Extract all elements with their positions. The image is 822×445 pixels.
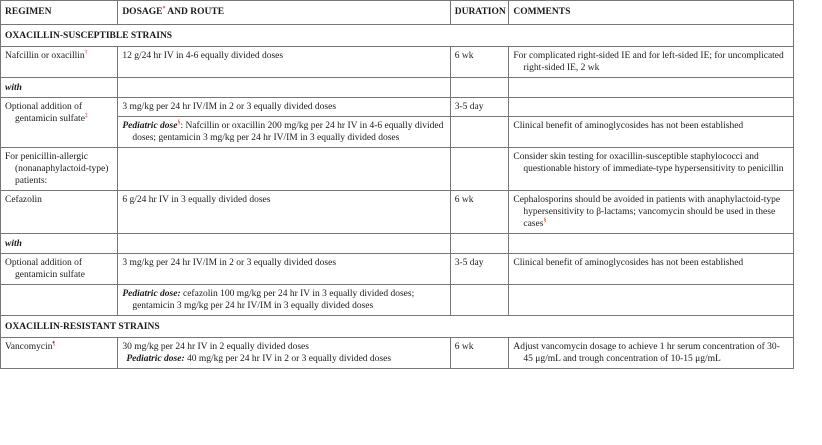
pediatric-1-dosage [118,117,450,148]
nafcillin-dosage: 12 g/24 hr IV in 4-6 equally divided doses [118,47,450,78]
table-row-vancomycin [1,338,794,369]
cefazolin-duration: 6 wk [450,191,509,234]
nafcillin-regimen [1,47,118,78]
header-regimen: REGIMEN [1,1,118,25]
with-row-1 [1,78,794,98]
pediatric-1-label: Pediatric dose [122,121,178,131]
with-label-1: with [1,78,118,98]
section-resistant-title: OXACILLIN-RESISTANT STRAINS [1,316,794,338]
pediatric-2-label: Pediatric dose: [122,289,181,299]
nafcillin-regimen-text: Nafcillin or oxacillin [5,51,85,61]
table-row-pediatric-1 [1,117,794,148]
with-empty-2d [509,234,794,254]
vancomycin-duration: 6 wk [450,338,509,369]
gentamicin-1-regimen-text: Optional addition of gentamicin sulfate [5,102,85,124]
vancomycin-regimen-text: Vancomycin [5,342,53,352]
vancomycin-pediatric-label: Pediatric dose: [126,354,185,364]
table-row-cefazolin [1,191,794,234]
pediatric-1-text: : Nafcillin or oxacillin 200 mg/kg per 24 hr IV in 4-6 equally divided doses; gentamicin 3 mg/kg per 24 hr IV/IM in 3 equally divided doses [132,121,444,143]
pediatric-1-footnote[interactable]: § [177,119,181,126]
header-dosage-label: DOSAGE [122,7,163,17]
vancomycin-comments: Adjust vancomycin dosage to achieve 1 hr serum concentration of 30-45 μg/mL and trough concentration of 10-15 μg/mL [509,338,794,369]
section-resistant [1,316,794,338]
cefazolin-footnote[interactable]: § [543,217,547,224]
with-row-2 [1,234,794,254]
table-row-allergic [1,148,794,191]
table-row-gentamicin-2 [1,254,794,285]
header-dosage-footnote[interactable]: * [162,5,166,12]
pediatric-2-regimen [1,285,118,316]
gentamicin-1-regimen [1,98,118,148]
vancomycin-pediatric-text: 40 mg/kg per 24 hr IV in 2 or 3 equally divided doses [184,354,392,364]
header-dosage [118,1,450,25]
gentamicin-1-duration: 3-5 day [450,98,509,117]
cefazolin-comments-text: Cephalosporins should be avoided in patients with anaphylactoid-type hypersensitivity to β-lactams; vancomycin should be used in these cases [513,195,781,229]
table-row-nafcillin [1,47,794,78]
header-dosage-route: AND ROUTE [165,7,225,17]
allergic-regimen: For penicillin-allergic (nonanaphylactoid-type) patients: [1,148,118,191]
cefazolin-comments [509,191,794,234]
allergic-dosage [118,148,450,191]
gentamicin-2-dosage: 3 mg/kg per 24 hr IV/IM in 2 or 3 equally divided doses [118,254,450,285]
nafcillin-comments: For complicated right-sided IE and for left-sided IE; for uncomplicated right-sided IE, 2 wk [509,47,794,78]
gentamicin-1-comments [509,98,794,117]
gentamicin-1-dosage: 3 mg/kg per 24 hr IV/IM in 2 or 3 equally divided doses [118,98,450,117]
allergic-comments: Consider skin testing for oxacillin-susceptible staphylococci and questionable history of immediate-type hypersensitivity to penicillin [509,148,794,191]
with-empty-2c [450,234,509,254]
header-row [1,1,794,25]
pediatric-1-duration [450,117,509,148]
with-empty-2b [118,234,450,254]
nafcillin-footnote[interactable]: † [84,49,88,56]
gentamicin-2-comments: Clinical benefit of aminoglycosides has not been established [509,254,794,285]
cefazolin-dosage: 6 g/24 hr IV in 3 equally divided doses [118,191,450,234]
section-susceptible-title: OXACILLIN-SUSCEPTIBLE STRAINS [1,25,794,47]
pediatric-2-text: cefazolin 100 mg/kg per 24 hr IV in 3 equally divided doses; gentamicin 3 mg/kg per 24 hr IV/IM in 3 equally divided doses [132,289,415,311]
pediatric-2-comments [509,285,794,316]
gentamicin-1-footnote[interactable]: ‡ [84,112,88,119]
nafcillin-duration: 6 wk [450,47,509,78]
vancomycin-dosage-text: 30 mg/kg per 24 hr IV in 2 equally divided doses [122,342,309,352]
cefazolin-regimen: Cefazolin [1,191,118,234]
table-row-gentamicin-1 [1,98,794,117]
with-label-2: with [1,234,118,254]
vancomycin-dosage [118,338,450,369]
pediatric-2-duration [450,285,509,316]
header-duration: DURATION [450,1,509,25]
section-susceptible [1,25,794,47]
table-row-pediatric-2 [1,285,794,316]
vancomycin-footnote[interactable]: ¶ [52,340,56,347]
gentamicin-2-duration: 3-5 day [450,254,509,285]
header-comments: COMMENTS [509,1,794,25]
gentamicin-2-regimen: Optional addition of gentamicin sulfate [1,254,118,285]
with-empty-1c [450,78,509,98]
pediatric-1-comments: Clinical benefit of aminoglycosides has not been established [509,117,794,148]
with-empty-1d [509,78,794,98]
pediatric-2-dosage [118,285,450,316]
vancomycin-regimen [1,338,118,369]
vancomycin-pediatric [122,353,445,365]
allergic-duration [450,148,509,191]
with-empty-1b [118,78,450,98]
